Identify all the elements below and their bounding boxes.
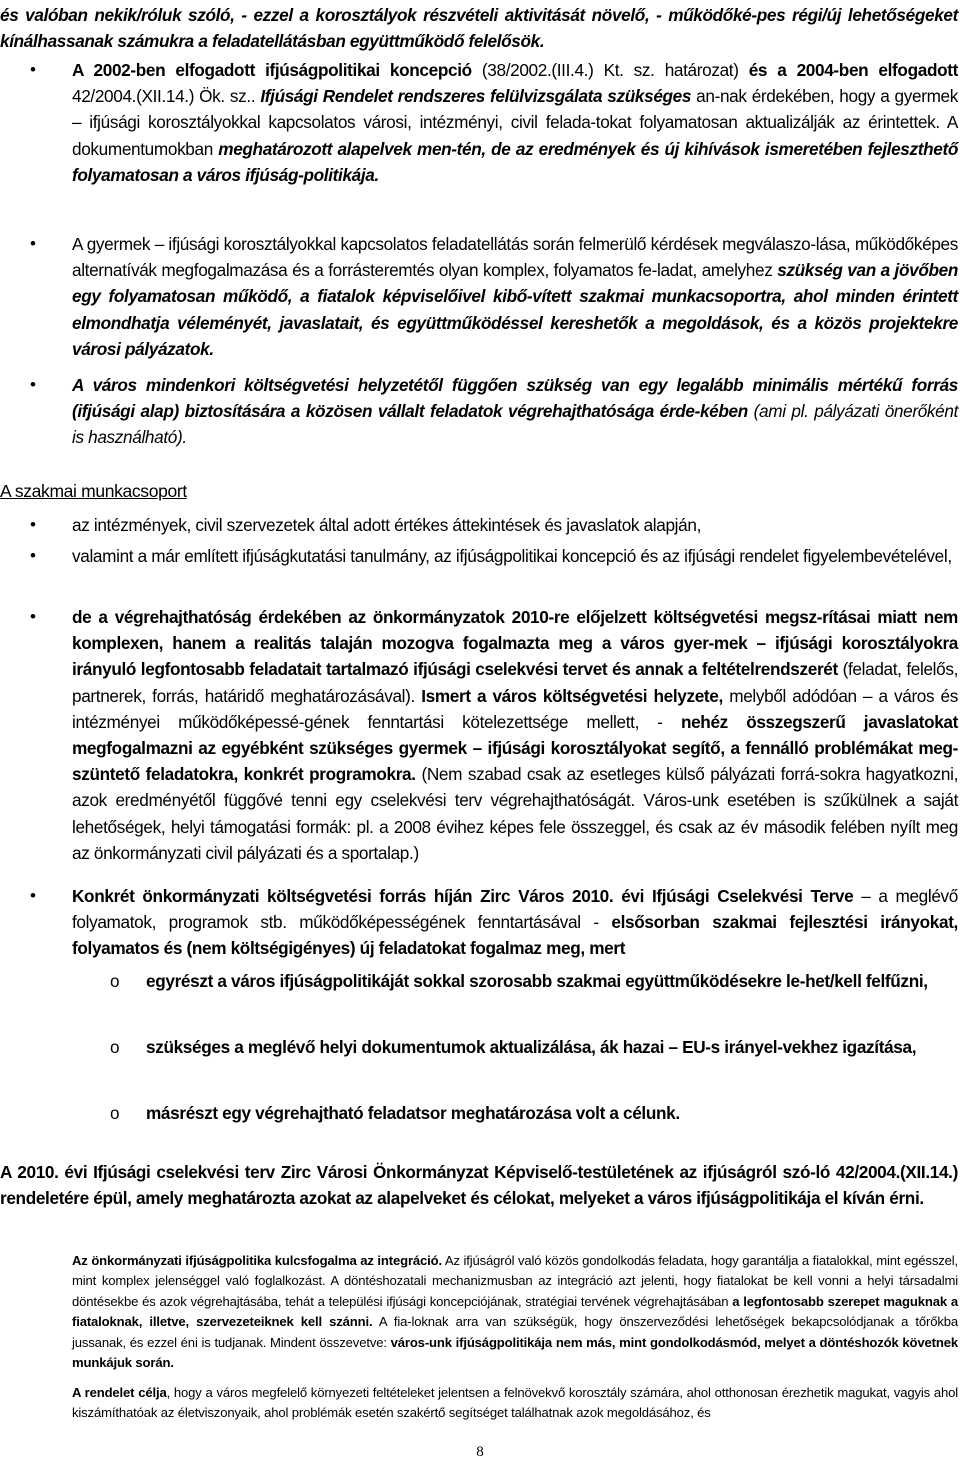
text-run: és valóban nekik/róluk szóló, - ezzel a korosztályok részvételi aktivitását növelő, - működőké-pes régi/új lehetőségeket kínálhassanak számukra a feladatellátásban együttműködő felelősök. bbox=[0, 5, 958, 52]
text-run: szükséges a meglévő helyi dokumentumok aktualizálása, ák hazai – EU-s irányel-vekhez igazítása, bbox=[146, 1037, 917, 1057]
page-number: 8 bbox=[476, 1444, 484, 1460]
list-item bbox=[72, 512, 958, 538]
text-run: – a meglévő folyamatok, programok stb. működőképességének fenntartásával - bbox=[72, 886, 958, 933]
text-run: másrészt egy végrehajtható feladatsor meghatározása volt a célunk. bbox=[146, 1103, 680, 1123]
list-item bbox=[72, 883, 958, 962]
sub-list-item bbox=[146, 1034, 958, 1060]
text-run: és a 2004-ben elfogadott bbox=[748, 60, 958, 80]
section-heading bbox=[0, 478, 958, 504]
text-run: A rendelet célja bbox=[72, 1385, 167, 1400]
text-run: (Nem szabad csak az esetleges külső pályázati forrá-sokra hagyatkozni, azok eredményétől függővé tenni egy cselekvési terv végrehajthatóságát. Város-unk esetében is szűkülnek a saját lehetőségek, helyi támogatási formák: pl. a 2008 évihez képes fele összeggel, és csak az év második felében nyílt meg az önkormányzati civil pályázati és a sportalap.) bbox=[72, 764, 958, 863]
text-run: A 2002-ben elfogadott ifjúságpolitikai koncepció bbox=[72, 60, 472, 80]
text-run: Az önkormányzati ifjúságpolitika kulcsfogalma az integráció. bbox=[72, 1253, 442, 1268]
text-run: melyből adódóan – a város és intézményei működőképessé-gének fenntartási kötelezettsége mellett, - bbox=[72, 685, 958, 732]
text-run: város-unk ifjúságpolitikája nem más, mint gondolkodásmód, melyet a döntéshozók követnek munkájuk során. bbox=[72, 1334, 958, 1371]
text-run: (38/2002.(III.4.) Kt. sz. határozat) bbox=[471, 60, 749, 80]
text-run: Ifjúsági Rendelet rendszeres felülvizsgálata szükséges bbox=[260, 86, 692, 107]
small-paragraph-integracio bbox=[72, 1251, 958, 1373]
text-run: A gyermek – ifjúsági korosztályokkal kapcsolatos feladatellátás során felmerülő kérdések megválaszo-lása, működőképes alternatívák megfogalmazása és a forrásteremtés olyan komplex, folyamatos fe-ladat, amelyhez bbox=[72, 234, 958, 281]
text-run: valamint a már említett ifjúságkutatási tanulmány, az ifjúságpolitikai koncepció és az ifjúsági rendelet figyelembevételével, bbox=[72, 546, 952, 566]
paragraph-continuation bbox=[0, 2, 958, 54]
text-run: meghatározott alapelvek men-tén, de az eredmények és új kihívások ismeretében fejleszthető folyamatosan a város ifjúság-politikája. bbox=[72, 138, 958, 185]
text-run: Konkrét önkormányzati költségvetési forrás híján Zirc Város 2010. évi Ifjúsági Cselekvési Terve bbox=[72, 886, 854, 906]
bullet-item-koltsegvetes bbox=[72, 372, 958, 451]
text-run: elsősorban szakmai fejlesztési irányokat, folyamatos és (nem költségigényes) új feladatokat fogalmaz meg, mert bbox=[72, 912, 958, 959]
text-run: A 2010. évi Ifjúsági cselekvési terv Zirc Városi Önkormányzat Képviselő-testületének az ifjúságról szó-ló 42/2004.(XII.14.) bbox=[0, 1162, 958, 1182]
small-paragraph-rendelet-celja bbox=[72, 1383, 958, 1424]
bullet-item-feladatellatas bbox=[72, 231, 958, 362]
heading-text: A szakmai munkacsoport bbox=[0, 481, 187, 501]
text-run: an-nak érdekében, hogy a gyermek – ifjúsági korosztályokkal kapcsolatos városi, intézményi, civil felada-tokat folyamatosan aktualizálják az érintettek. A dokumentumokban bbox=[72, 86, 958, 159]
text-run: a legfontosabb szerepet maguknak a fiataloknak, illetve, szervezeteiknek kell szánni. bbox=[72, 1293, 958, 1330]
paragraph-cselekvesi-terv bbox=[0, 1159, 958, 1211]
sub-list-item bbox=[146, 968, 958, 994]
text-run: Ismert a város költségvetési helyzete, bbox=[421, 685, 723, 706]
text-run: szükség van a jövőben egy folyamatosan működő, a fiatalok képviselőivel kibő-vített szakmai munkacsoportra, ahol minden érintett elmondhatja véleményét, javaslatait, és együttműködéssel kereshetők a megoldások, és a közös projektekre városi pályázatok. bbox=[72, 260, 958, 359]
list-item bbox=[72, 543, 958, 569]
text-run: az intézmények, civil szervezetek által adott értékes áttekintések és javaslatok alapján, bbox=[72, 515, 701, 535]
text-run: nehéz összegszerű javaslatokat megfogalmazni az egyébként szükséges gyermek – ifjúsági korosztályokat segítő, a fennálló problémákat meg-szüntető feladatokra, konkrét programokra. bbox=[72, 711, 959, 785]
text-run: egyrészt a város ifjúságpolitikáját sokkal szorosabb szakmai együttműködésekre le-het/kell felfűzni, bbox=[146, 971, 928, 991]
text-run: , hogy a város megfelelő környezeti feltételeket jelentsen a felnövekvő korosztály számára, ahol otthonosan érezhetik magukat, vagyis ahol kiszámíthatóak az életviszonyaik, ahol problémák esetén szakértő segítséget találhatnak azok megoldásához, és bbox=[72, 1385, 958, 1421]
text-run: de a végrehajthatóság érdekében az önkormányzatok 2010-re előjelzett költségvetési megsz-rításai miatt nem komplexen, hanem a realitás talaján mozogva fogalmazta meg a város gyer-mek – ifjúsági korosztályokra irányuló legfontosabb feladatait tartalmazó ifjúsági cselekvési tervet és annak a feltételrendszerét bbox=[72, 607, 958, 680]
text-run: A város mindenkori költségvetési helyzetétől függően szükség van egy legalább minimális mértékű forrás (ifjúsági alap) biztosítására a közösen vállalt feladatok végrehajthatósága érde-kében bbox=[72, 375, 958, 422]
text-run: Az ifjúságról való közös gondolkodás feladata, hogy garantálja a fiatalokkal, mint egésszel, mint komplex jelenséggel való foglalkozást. A döntéshozatali mechanizmusban az integráció azt jelenti, hogy fiatalokat be kell vonni a helyi társadalmi döntésekbe és azok végrehajtásába, tehát a települési ifjúsági koncepciójának, stratégiai tervének végrehajtásában bbox=[72, 1253, 959, 1309]
sub-list-item bbox=[146, 1100, 958, 1126]
text-run: (ami pl. pályázati önerőként is használható). bbox=[72, 401, 959, 448]
text-run: 42/2004.(XII.14.) Ök. sz.. bbox=[72, 86, 261, 107]
text-run: rendeletére épül, amely meghatározta azokat az alapelveket és célokat, melyeket a város ifjúságpolitikája el kíván érni. bbox=[0, 1188, 924, 1209]
bullet-item-koncepcio bbox=[72, 57, 958, 188]
text-run: (feladat, felelős, partnerek, forrás, határidő meghatározásával). bbox=[72, 659, 958, 706]
text-run: A fia-loknak arra van szükségük, hogy önszerveződési lehetőségek bekapcsolódjanak a tőrőkba jussanak, és ezzel éni is tudjanak. Mindent összevetve: bbox=[72, 1314, 958, 1350]
list-item bbox=[72, 604, 958, 866]
